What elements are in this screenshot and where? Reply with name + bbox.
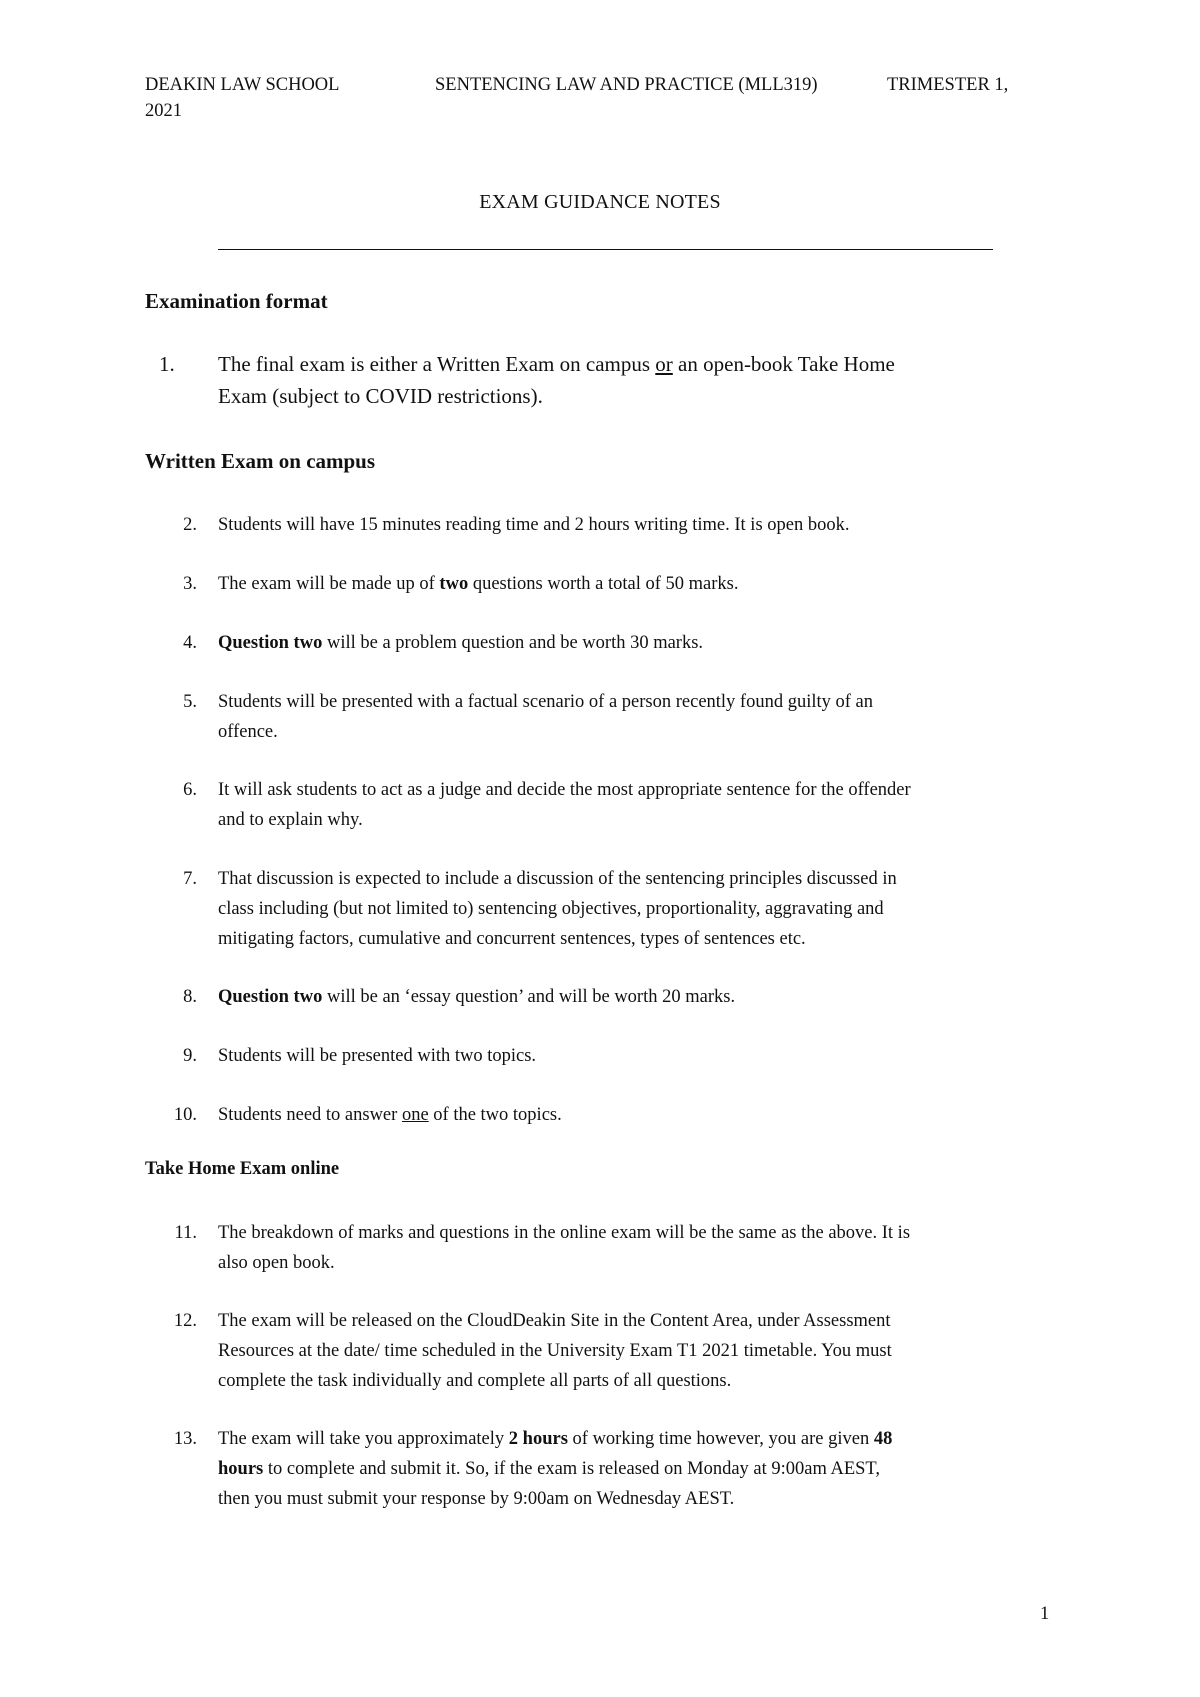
item-number: 4. bbox=[183, 633, 197, 653]
section-heading-campus: Written Exam on campus bbox=[145, 449, 376, 473]
item-number: 5. bbox=[183, 692, 197, 712]
item-text: The exam will be released on the CloudDeakin Site in the Content Area, under Assessment Resources at the date/ time scheduled in the University Exam T1 2021 timetable. You must complete the task individually and complete all parts of all questions. bbox=[218, 1311, 892, 1391]
item-text: The breakdown of marks and questions in the online exam will be the same as the above. It is also open book. bbox=[218, 1223, 911, 1273]
item-text: The final exam is either a Written Exam on campus or an open-book Take Home Exam (subject to COVID restrictions). bbox=[218, 352, 895, 408]
header-school: DEAKIN LAW SCHOOL bbox=[145, 75, 340, 95]
item-number: 9. bbox=[183, 1046, 197, 1066]
item-number: 13. bbox=[173, 1429, 197, 1449]
header-term: TRIMESTER 1, bbox=[887, 75, 1009, 95]
bold-text: hours bbox=[218, 1459, 264, 1479]
header-course: SENTENCING LAW AND PRACTICE (MLL319) bbox=[435, 75, 818, 95]
item-text: Students will be presented with a factual scenario of a person recently found guilty of an offence. bbox=[218, 692, 874, 742]
underlined-text: or bbox=[655, 352, 673, 376]
item-text: It will ask students to act as a judge and decide the most appropriate sentence for the offender and to explain why. bbox=[218, 780, 911, 830]
header-year: 2021 bbox=[145, 101, 182, 121]
bold-text: 2 hours bbox=[508, 1429, 568, 1449]
item-number: 11. bbox=[174, 1223, 197, 1243]
section-heading-online: Take Home Exam online bbox=[145, 1159, 340, 1179]
bold-text: two bbox=[439, 574, 469, 594]
item-text: The exam will take you approximately 2 hours of working time however, you are given 48 hours to complete and submit it. So, if the exam is released on Monday at 9:00am AEST, then you must submit your response by 9:00am on Wednesday AEST. bbox=[218, 1429, 893, 1509]
bold-text: Question two bbox=[218, 633, 323, 653]
document-title: EXAM GUIDANCE NOTES bbox=[479, 191, 721, 213]
item-number: 7. bbox=[183, 869, 197, 889]
item-number: 12. bbox=[173, 1311, 197, 1331]
item-text: That discussion is expected to include a discussion of the sentencing principles discussed in class including (but not limited to) sentencing objectives, proportionality, aggravating and mitigating factors, cumulative and concurrent sentences, types of sentences etc. bbox=[218, 869, 897, 949]
title-divider bbox=[218, 249, 993, 250]
item-number: 1. bbox=[159, 352, 175, 376]
bold-text: Question two bbox=[218, 987, 323, 1007]
item-number: 2. bbox=[183, 515, 197, 535]
bold-text: 48 bbox=[873, 1429, 893, 1449]
item-text: Question two will be an ‘essay question’ and will be worth 20 marks. bbox=[218, 987, 736, 1007]
item-number: 8. bbox=[183, 987, 197, 1007]
item-text: Students need to answer one of the two topics. bbox=[218, 1105, 562, 1125]
page-number: 1 bbox=[1040, 1604, 1050, 1624]
item-text: The exam will be made up of two questions worth a total of 50 marks. bbox=[218, 574, 739, 594]
item-text: Students will have 15 minutes reading time and 2 hours writing time. It is open book. bbox=[218, 515, 850, 535]
item-number: 10. bbox=[173, 1105, 197, 1125]
item-text: Question two will be a problem question and be worth 30 marks. bbox=[218, 633, 704, 653]
item-text: Students will be presented with two topics. bbox=[218, 1046, 537, 1066]
underlined-text: one bbox=[401, 1105, 429, 1125]
item-number: 3. bbox=[183, 574, 197, 594]
section-heading-format: Examination format bbox=[145, 289, 328, 313]
item-number: 6. bbox=[183, 780, 197, 800]
